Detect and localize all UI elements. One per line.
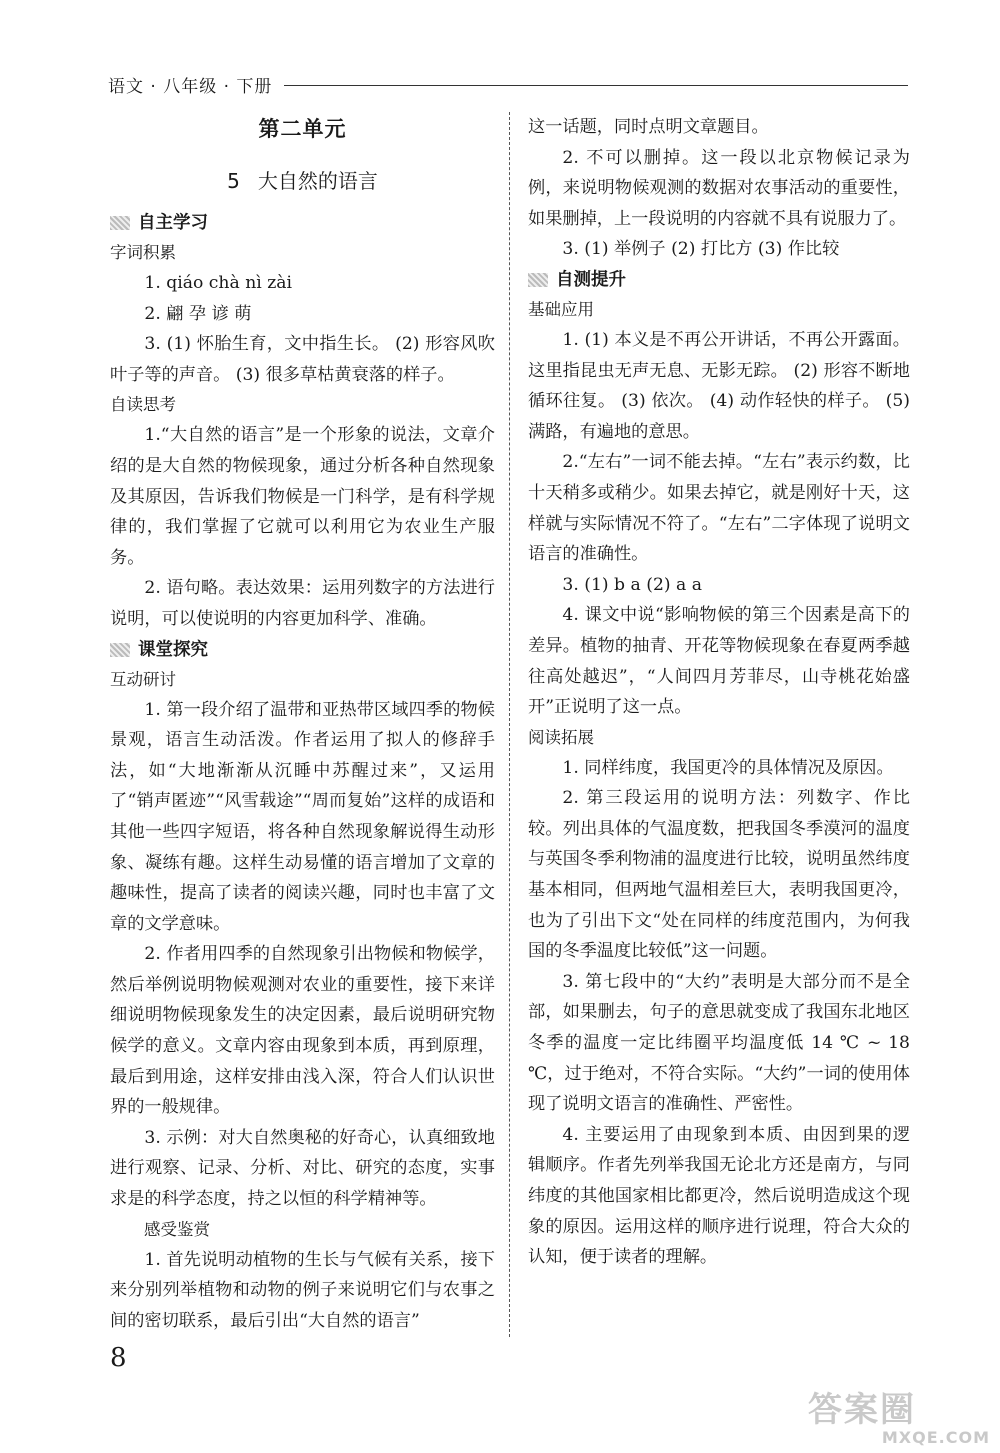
answer-paragraph: 3. (1) b a (2) a a — [562, 574, 703, 595]
answer-paragraph: 这一话题，同时点明文章题目。 — [528, 117, 769, 137]
page-number: 8 — [110, 1343, 127, 1373]
answer-paragraph: 3. (1) 举例子 (2) 打比方 (3) 作比较 — [562, 239, 840, 260]
left-column — [110, 112, 495, 1336]
header-title: 语文 · 八年级 · 下册 — [108, 76, 273, 97]
section-heading-classroom — [110, 635, 495, 665]
watermark-logo — [808, 1392, 990, 1450]
section-icon — [110, 216, 130, 230]
column-divider — [509, 112, 510, 1337]
watermark-text: 答案圈 — [808, 1390, 916, 1430]
subheading-reading-thinking: 自读思考 — [110, 395, 176, 415]
subheading-appreciation: 感受鉴赏 — [144, 1219, 210, 1239]
answer-paragraph: 4. 课文中说“影响物候的第三个因素是高下的差异。植物的抽青、开花等物候现象在春夏两季越往高处越迟”，“人间四月芳菲尽，山寺桃花始盛开”正说明了这一点。 — [528, 605, 910, 718]
lesson-title-text: 大自然的语言 — [257, 169, 378, 193]
answer-paragraph: 1. (1) 本义是不再公开讲话，不再公开露面。这里指昆虫无声无息、无影无踪。 (2) 形容不断地循环往复。 (3) 依次。 (4) 动作轻快的样子。 (5) 满路，有遍地的意思。 — [528, 329, 910, 442]
subheading-discussion: 互动研讨 — [110, 669, 176, 689]
section-label: 自主学习 — [138, 213, 208, 233]
running-header — [108, 72, 908, 96]
answer-paragraph: 1. 同样纬度，我国更冷的具体情况及原因。 — [562, 757, 894, 778]
answer-paragraph: 2.“左右”一词不能去掉。“左右”表示约数，比十天稍多或稍少。如果去掉它，就是刚好十天，这样就与实际情况不符了。“左右”二字体现了说明文语言的准确性。 — [528, 452, 910, 565]
lesson-number: 5 — [227, 169, 240, 193]
answer-paragraph: 1.“大自然的语言”是一个形象的说法，文章介绍的是大自然的物候现象，通过分析各种自然现象及其原因，告诉我们物候是一门科学，是有科学规律的，我们掌握了它就可以利用它为农业生产服务。 — [110, 425, 495, 568]
answer-paragraph: 2. 语句略。表达效果：运用列数字的方法进行说明，可以使说明的内容更加科学、准确。 — [110, 578, 495, 629]
answer-paragraph: 3. 第七段中的“大约”表明是大部分而不是全部，如果删去，句子的意思就变成了我国东北地区冬季的温度一定比纬圈平均温度低 14 ℃ ~ 18 ℃，过于绝对，不符合实际。“大约”一词的使用体现了说明文语言的准确性、严密性。 — [528, 971, 910, 1115]
section-label: 课堂探究 — [138, 639, 208, 660]
answer-paragraph: 1. 第一段介绍了温带和亚热带区域四季的物候景观，语言生动活泼。作者运用了拟人的修辞手法，如“大地渐渐从沉睡中苏醒过来”，又运用了“销声匿迹”“风雪载途”“周而复始”这样的成语和其他一些四字短语，将各种自然现象解说得生动形象、凝练有趣。这样生动易懂的语言增加了文章的趣味性，提高了读者的阅读兴趣，同时也丰富了文章的文学意味。 — [110, 699, 495, 934]
section-icon — [528, 273, 548, 287]
header-rule — [284, 85, 908, 86]
subheading-vocabulary: 字词积累 — [110, 243, 176, 262]
answer-paragraph: 3. (1) 怀胎生育，文中指生长。 (2) 形容风吹叶子等的声音。 (3) 很多草枯黄衰落的样子。 — [110, 334, 495, 385]
answer-paragraph: 1. qiáo chà nì zài — [144, 273, 293, 293]
answer-paragraph: 3. 示例：对大自然奥秘的好奇心，认真细致地进行观察、记录、分析、对比、研究的态度，实事求是的科学态度，持之以恒的科学精神等。 — [110, 1127, 495, 1210]
answer-paragraph: 2. 作者用四季的自然现象引出物候和物候学，然后举例说明物候观测对农业的重要性，接下来详细说明物候现象发生的决定因素，最后说明研究物候学的意义。文章内容由现象到本质，再到原理，最后到用途，这样安排由浅入深，符合人们认识世界的一般规律。 — [110, 944, 495, 1118]
section-heading-self-study — [110, 208, 495, 238]
section-icon — [110, 643, 130, 657]
right-column — [528, 112, 910, 1273]
answer-paragraph: 2. 翩 孕 谚 萌 — [144, 303, 252, 324]
watermark-url: MXQE.COM — [881, 1428, 990, 1447]
answer-paragraph: 4. 主要运用了由现象到本质、由因到果的逻辑顺序。作者先列举我国无论北方还是南方，与同纬度的其他国家相比都更冷，然后说明造成这个现象的原因。运用这样的顺序进行说理，符合大众的认知，便于读者的理解。 — [528, 1124, 910, 1268]
unit-title: 第二单元 — [258, 117, 347, 141]
subheading-basic-application: 基础应用 — [528, 299, 594, 319]
answer-paragraph: 2. 不可以删掉。这一段以北京物候记录为例，来说明物候观测的数据对农事活动的重要性，如果删掉，上一段说明的内容就不具有说服力了。 — [528, 147, 910, 229]
answer-paragraph: 2. 第三段运用的说明方法：列数字、作比较。列出具体的气温度数，把我国冬季漠河的温度与英国冬季利物浦的温度进行比较，说明虽然纬度基本相同，但两地气温相差巨大，表明我国更冷，也为了引出下文“处在同样的纬度范围内，为何我国的冬季温度比较低”这一问题。 — [528, 788, 910, 962]
lesson-title — [110, 166, 495, 196]
section-label: 自测提升 — [556, 269, 626, 290]
answer-paragraph: 1. 首先说明动植物的生长与气候有关系，接下来分别列举植物和动物的例子来说明它们与农事之间的密切联系，最后引出“大自然的语言” — [110, 1249, 495, 1331]
section-heading-self-test — [528, 265, 910, 295]
subheading-reading-extension: 阅读拓展 — [528, 727, 594, 747]
